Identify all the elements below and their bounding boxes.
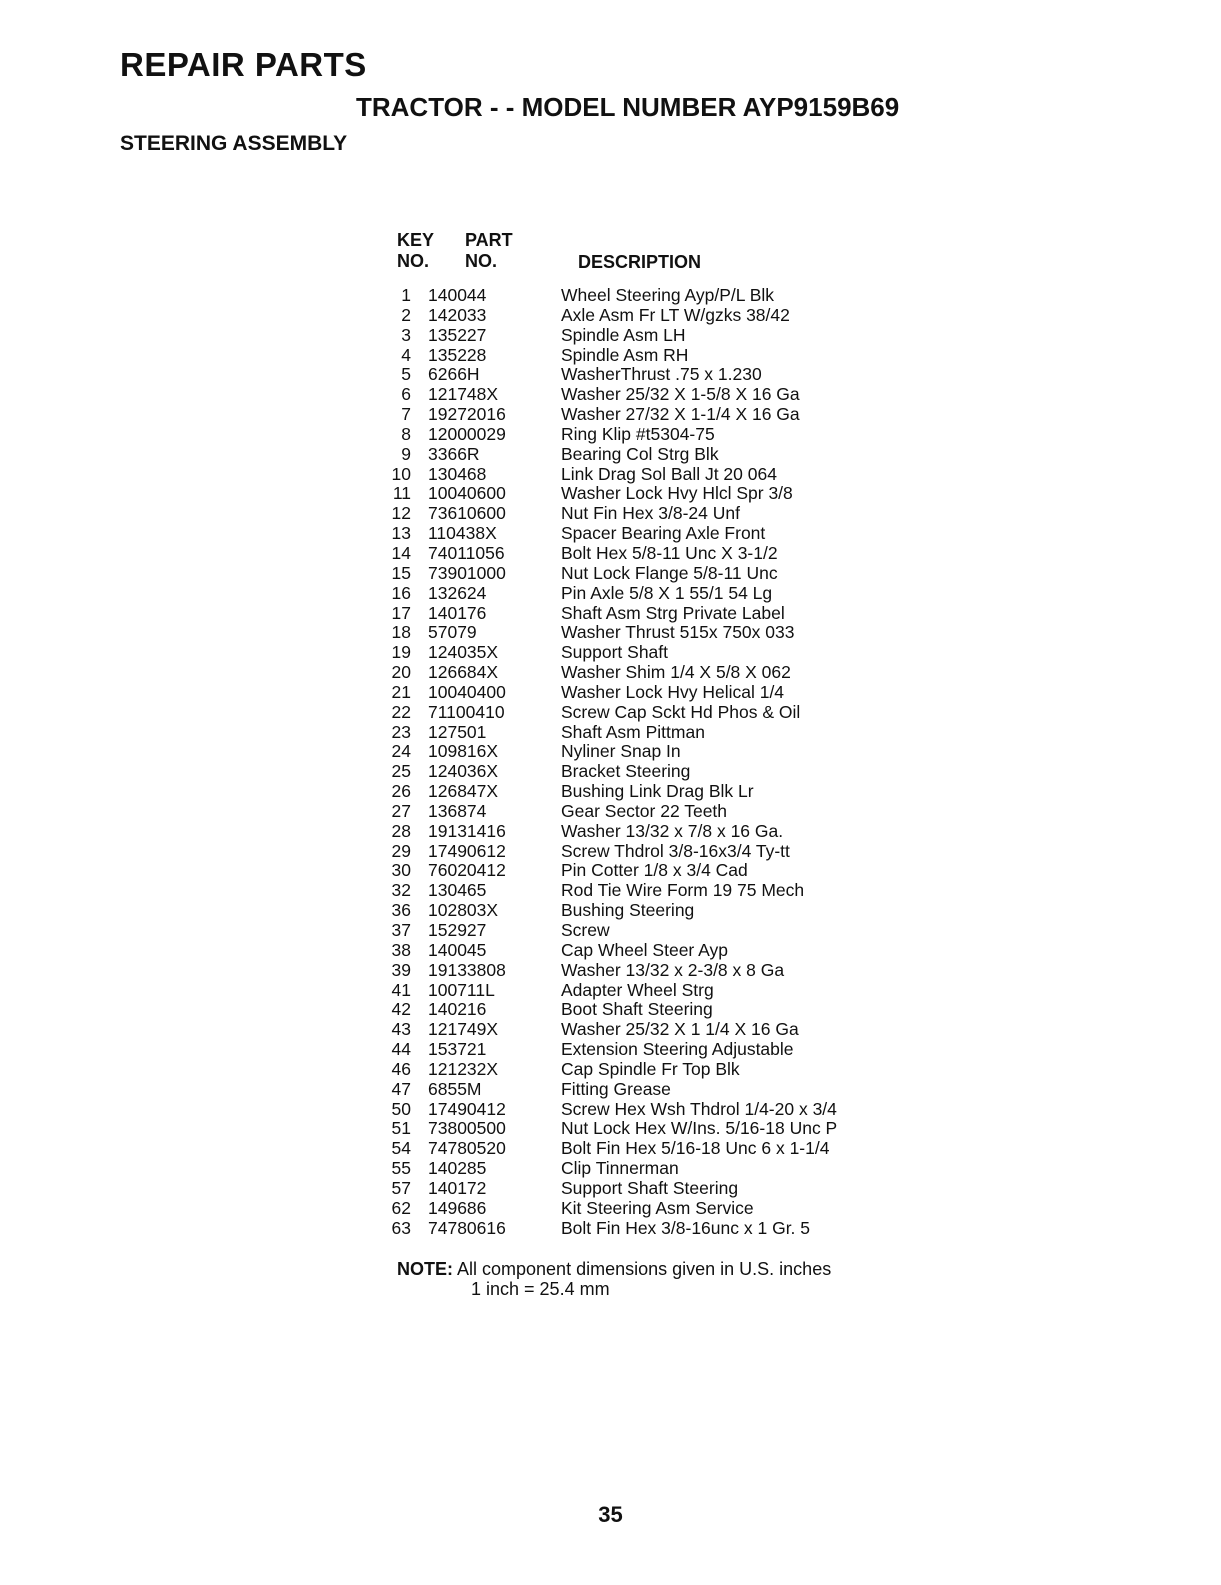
list-item bbox=[380, 445, 940, 465]
column-header-description: DESCRIPTION bbox=[578, 252, 702, 272]
list-item bbox=[380, 1139, 940, 1159]
key-number: 22 bbox=[391, 701, 411, 722]
part-number: 130465 bbox=[428, 880, 487, 901]
part-description: Kit Steering Asm Service bbox=[561, 1197, 754, 1218]
key-number: 19 bbox=[391, 642, 411, 663]
part-description: Washer Thrust 515x 750x 033 bbox=[561, 622, 795, 643]
part-number: 10040600 bbox=[428, 483, 506, 504]
list-item bbox=[380, 385, 940, 405]
part-description: Boot Shaft Steering bbox=[561, 999, 713, 1020]
part-description: Nyliner Snap In bbox=[561, 741, 681, 762]
part-description: Adapter Wheel Strg bbox=[561, 979, 714, 1000]
part-description: Nut Lock Flange 5/8-11 Unc bbox=[561, 562, 778, 583]
list-item bbox=[380, 842, 940, 862]
part-number: 135227 bbox=[428, 324, 487, 345]
list-item bbox=[380, 544, 940, 564]
part-number: 100711L bbox=[428, 979, 495, 1000]
part-number: 121232X bbox=[428, 1058, 499, 1079]
key-number: 3 bbox=[401, 324, 411, 345]
key-number: 30 bbox=[391, 860, 411, 881]
part-description: Spindle Asm RH bbox=[561, 344, 689, 365]
list-item bbox=[380, 1060, 940, 1080]
part-description: Shaft Asm Pittman bbox=[561, 721, 705, 742]
key-number: 55 bbox=[391, 1158, 411, 1179]
list-item bbox=[380, 1100, 940, 1120]
part-description: Ring Klip #t5304-75 bbox=[561, 423, 715, 444]
part-description: Washer 25/32 X 1 1/4 X 16 Ga bbox=[561, 1019, 799, 1040]
key-number: 57 bbox=[391, 1177, 411, 1198]
part-description: Pin Cotter 1/8 x 3/4 Cad bbox=[561, 860, 748, 881]
part-number: 57079 bbox=[428, 622, 477, 643]
key-number: 13 bbox=[391, 523, 411, 544]
note-text: All component dimensions given in U.S. inches bbox=[453, 1259, 832, 1279]
list-item bbox=[380, 782, 940, 802]
key-number: 20 bbox=[391, 662, 411, 683]
part-description: Bushing Link Drag Blk Lr bbox=[561, 781, 754, 802]
part-description: Bolt Fin Hex 3/8-16unc x 1 Gr. 5 bbox=[561, 1217, 811, 1238]
part-description: Wheel Steering Ayp/P/L Blk bbox=[561, 285, 775, 305]
column-header-key: KEY NO. bbox=[397, 230, 435, 271]
list-item bbox=[380, 802, 940, 822]
note bbox=[397, 1259, 831, 1279]
key-number: 5 bbox=[401, 364, 411, 385]
part-number: 74780520 bbox=[428, 1138, 506, 1159]
part-number: 110438X bbox=[428, 523, 497, 544]
part-description: Bracket Steering bbox=[561, 761, 691, 782]
key-number: 1 bbox=[401, 285, 411, 305]
part-number: 73901000 bbox=[428, 562, 506, 583]
part-description: Washer Lock Hvy Helical 1/4 bbox=[561, 681, 785, 702]
list-item bbox=[380, 1219, 940, 1239]
part-number: 140176 bbox=[428, 602, 487, 623]
part-number: 140172 bbox=[428, 1177, 487, 1198]
part-number: 126847X bbox=[428, 781, 499, 802]
key-number: 63 bbox=[391, 1217, 411, 1238]
list-item bbox=[380, 663, 940, 683]
part-number: 127501 bbox=[428, 721, 487, 742]
part-description: Screw Cap Sckt Hd Phos & Oil bbox=[561, 701, 801, 722]
key-number: 36 bbox=[391, 900, 411, 921]
key-number: 12 bbox=[391, 503, 411, 524]
list-item bbox=[380, 961, 940, 981]
part-number: 140216 bbox=[428, 999, 487, 1020]
key-number: 46 bbox=[391, 1058, 411, 1079]
list-item bbox=[380, 901, 940, 921]
part-description: Spindle Asm LH bbox=[561, 324, 686, 345]
part-number: 6266H bbox=[428, 364, 480, 385]
key-number: 15 bbox=[391, 562, 411, 583]
part-number: 132624 bbox=[428, 582, 487, 603]
part-description: Bushing Steering bbox=[561, 900, 695, 921]
part-number: 140045 bbox=[428, 939, 487, 960]
part-number: 6855M bbox=[428, 1078, 482, 1099]
part-description: WasherThrust .75 x 1.230 bbox=[561, 364, 762, 385]
key-number: 24 bbox=[391, 741, 411, 762]
part-number: 124035X bbox=[428, 642, 499, 663]
list-item bbox=[380, 921, 940, 941]
part-description: Extension Steering Adjustable bbox=[561, 1039, 794, 1060]
part-number: 19133808 bbox=[428, 959, 506, 980]
list-item bbox=[380, 365, 940, 385]
list-item bbox=[380, 425, 940, 445]
key-number: 8 bbox=[401, 423, 411, 444]
key-number: 25 bbox=[391, 761, 411, 782]
part-description: Washer 13/32 x 7/8 x 16 Ga. bbox=[561, 820, 784, 841]
list-item bbox=[380, 1080, 940, 1100]
part-number: 140044 bbox=[428, 285, 487, 305]
note-label: NOTE: bbox=[397, 1259, 453, 1279]
key-number: 18 bbox=[391, 622, 411, 643]
list-item bbox=[380, 1199, 940, 1219]
key-number: 23 bbox=[391, 721, 411, 742]
key-number: 28 bbox=[391, 820, 411, 841]
part-number: 102803X bbox=[428, 900, 499, 921]
part-number: 130468 bbox=[428, 463, 487, 484]
list-item bbox=[380, 465, 940, 485]
part-number: 73610600 bbox=[428, 503, 506, 524]
list-item bbox=[380, 405, 940, 425]
list-item bbox=[380, 1020, 940, 1040]
key-number: 9 bbox=[401, 443, 411, 464]
part-description: Washer Lock Hvy Hlcl Spr 3/8 bbox=[561, 483, 793, 504]
part-description: Support Shaft Steering bbox=[561, 1177, 739, 1198]
note-conversion: 1 inch = 25.4 mm bbox=[471, 1279, 610, 1299]
list-item bbox=[380, 484, 940, 504]
list-item bbox=[380, 981, 940, 1001]
part-number: 73800500 bbox=[428, 1118, 506, 1139]
key-number: 16 bbox=[391, 582, 411, 603]
list-item bbox=[380, 524, 940, 544]
part-description: Washer Shim 1/4 X 5/8 X 062 bbox=[561, 662, 791, 683]
part-number: 76020412 bbox=[428, 860, 506, 881]
key-number: 17 bbox=[391, 602, 411, 623]
list-item bbox=[380, 306, 940, 326]
part-description: Washer 13/32 x 2-3/8 x 8 Ga bbox=[561, 959, 785, 980]
key-number: 43 bbox=[391, 1019, 411, 1040]
part-description: Washer 25/32 X 1-5/8 X 16 Ga bbox=[561, 384, 800, 405]
part-number: 121749X bbox=[428, 1019, 499, 1040]
key-number: 37 bbox=[391, 920, 411, 940]
list-item bbox=[380, 683, 940, 703]
part-number: 19131416 bbox=[428, 820, 506, 841]
key-number: 44 bbox=[391, 1039, 411, 1060]
part-description: Link Drag Sol Ball Jt 20 064 bbox=[561, 463, 777, 484]
part-description: Spacer Bearing Axle Front bbox=[561, 523, 766, 544]
part-description: Nut Lock Hex W/Ins. 5/16-18 Unc P bbox=[561, 1118, 838, 1139]
key-number: 2 bbox=[401, 304, 411, 325]
part-description: Rod Tie Wire Form 19 75 Mech bbox=[561, 880, 805, 901]
part-description: Gear Sector 22 Teeth bbox=[561, 800, 728, 821]
part-number: 126684X bbox=[428, 662, 499, 683]
list-item bbox=[380, 584, 940, 604]
list-item bbox=[380, 643, 940, 663]
key-number: 42 bbox=[391, 999, 411, 1020]
part-description: Cap Spindle Fr Top Blk bbox=[561, 1058, 740, 1079]
page-number: 35 bbox=[598, 1502, 623, 1527]
list-item bbox=[380, 861, 940, 881]
list-item bbox=[380, 286, 940, 306]
part-number: 124036X bbox=[428, 761, 499, 782]
part-number: 17490612 bbox=[428, 840, 506, 861]
part-number: 19272016 bbox=[428, 404, 506, 425]
list-item bbox=[380, 623, 940, 643]
part-number: 74780616 bbox=[428, 1217, 506, 1238]
part-description: Screw Hex Wsh Thdrol 1/4-20 x 3/4 bbox=[561, 1098, 837, 1119]
list-item bbox=[380, 1040, 940, 1060]
part-description: Pin Axle 5/8 X 1 55/1 54 Lg bbox=[561, 582, 773, 603]
key-number: 50 bbox=[391, 1098, 411, 1119]
key-number: 47 bbox=[391, 1078, 411, 1099]
key-number: 54 bbox=[391, 1138, 411, 1159]
key-number: 29 bbox=[391, 840, 411, 861]
part-description: Screw bbox=[561, 920, 610, 940]
key-number: 38 bbox=[391, 939, 411, 960]
parts-list bbox=[380, 286, 940, 1239]
part-description: Washer 27/32 X 1-1/4 X 16 Ga bbox=[561, 404, 800, 425]
part-description: Axle Asm Fr LT W/gzks 38/42 bbox=[561, 304, 790, 325]
part-number: 17490412 bbox=[428, 1098, 506, 1119]
list-item bbox=[380, 723, 940, 743]
key-number: 7 bbox=[401, 404, 411, 425]
list-item bbox=[380, 822, 940, 842]
key-number: 39 bbox=[391, 959, 411, 980]
list-item bbox=[380, 941, 940, 961]
list-item bbox=[380, 1119, 940, 1139]
list-item bbox=[380, 742, 940, 762]
key-number: 62 bbox=[391, 1197, 411, 1218]
key-number: 32 bbox=[391, 880, 411, 901]
part-description: Bolt Hex 5/8-11 Unc X 3-1/2 bbox=[561, 542, 778, 563]
part-number: 135228 bbox=[428, 344, 487, 365]
part-description: Bolt Fin Hex 5/16-18 Unc 6 x 1-1/4 bbox=[561, 1138, 830, 1159]
part-number: 74011056 bbox=[428, 542, 505, 563]
key-number: 10 bbox=[391, 463, 411, 484]
list-item bbox=[380, 1159, 940, 1179]
part-number: 142033 bbox=[428, 304, 487, 325]
key-number: 11 bbox=[392, 483, 411, 504]
page-title: REPAIR PARTS bbox=[120, 46, 367, 83]
list-item bbox=[380, 504, 940, 524]
key-number: 26 bbox=[391, 781, 411, 802]
key-number: 14 bbox=[391, 542, 411, 563]
part-number: 152927 bbox=[428, 920, 487, 940]
part-number: 3366R bbox=[428, 443, 480, 464]
list-item bbox=[380, 564, 940, 584]
part-number: 10040400 bbox=[428, 681, 506, 702]
part-description: Screw Thdrol 3/8-16x3/4 Ty-tt bbox=[561, 840, 790, 861]
part-number: 136874 bbox=[428, 800, 487, 821]
part-description: Support Shaft bbox=[561, 642, 669, 663]
part-description: Cap Wheel Steer Ayp bbox=[561, 939, 728, 960]
section-heading: STEERING ASSEMBLY bbox=[120, 132, 348, 155]
part-description: Bearing Col Strg Blk bbox=[561, 443, 719, 464]
list-item bbox=[380, 1179, 940, 1199]
part-number: 12000029 bbox=[428, 423, 506, 444]
part-number: 71100410 bbox=[428, 701, 505, 722]
key-number: 6 bbox=[401, 384, 411, 405]
key-number: 4 bbox=[401, 344, 411, 365]
part-number: 149686 bbox=[428, 1197, 487, 1218]
key-number: 21 bbox=[391, 681, 411, 702]
part-number: 153721 bbox=[428, 1039, 487, 1060]
key-number: 27 bbox=[391, 800, 411, 821]
part-number: 109816X bbox=[428, 741, 499, 762]
part-description: Nut Fin Hex 3/8-24 Unf bbox=[561, 503, 740, 524]
key-number: 51 bbox=[391, 1118, 411, 1139]
model-heading: TRACTOR - - MODEL NUMBER AYP9159B69 bbox=[356, 92, 900, 122]
list-item bbox=[380, 604, 940, 624]
list-item bbox=[380, 703, 940, 723]
part-description: Shaft Asm Strg Private Label bbox=[561, 602, 785, 623]
key-number: 41 bbox=[391, 979, 411, 1000]
part-number: 121748X bbox=[428, 384, 499, 405]
column-header-part: PART NO. bbox=[465, 230, 513, 271]
part-description: Clip Tinnerman bbox=[561, 1158, 679, 1179]
list-item bbox=[380, 1000, 940, 1020]
part-number: 140285 bbox=[428, 1158, 487, 1179]
list-item bbox=[380, 762, 940, 782]
part-description: Fitting Grease bbox=[561, 1078, 671, 1099]
list-item bbox=[380, 326, 940, 346]
list-item bbox=[380, 346, 940, 366]
list-item bbox=[380, 881, 940, 901]
